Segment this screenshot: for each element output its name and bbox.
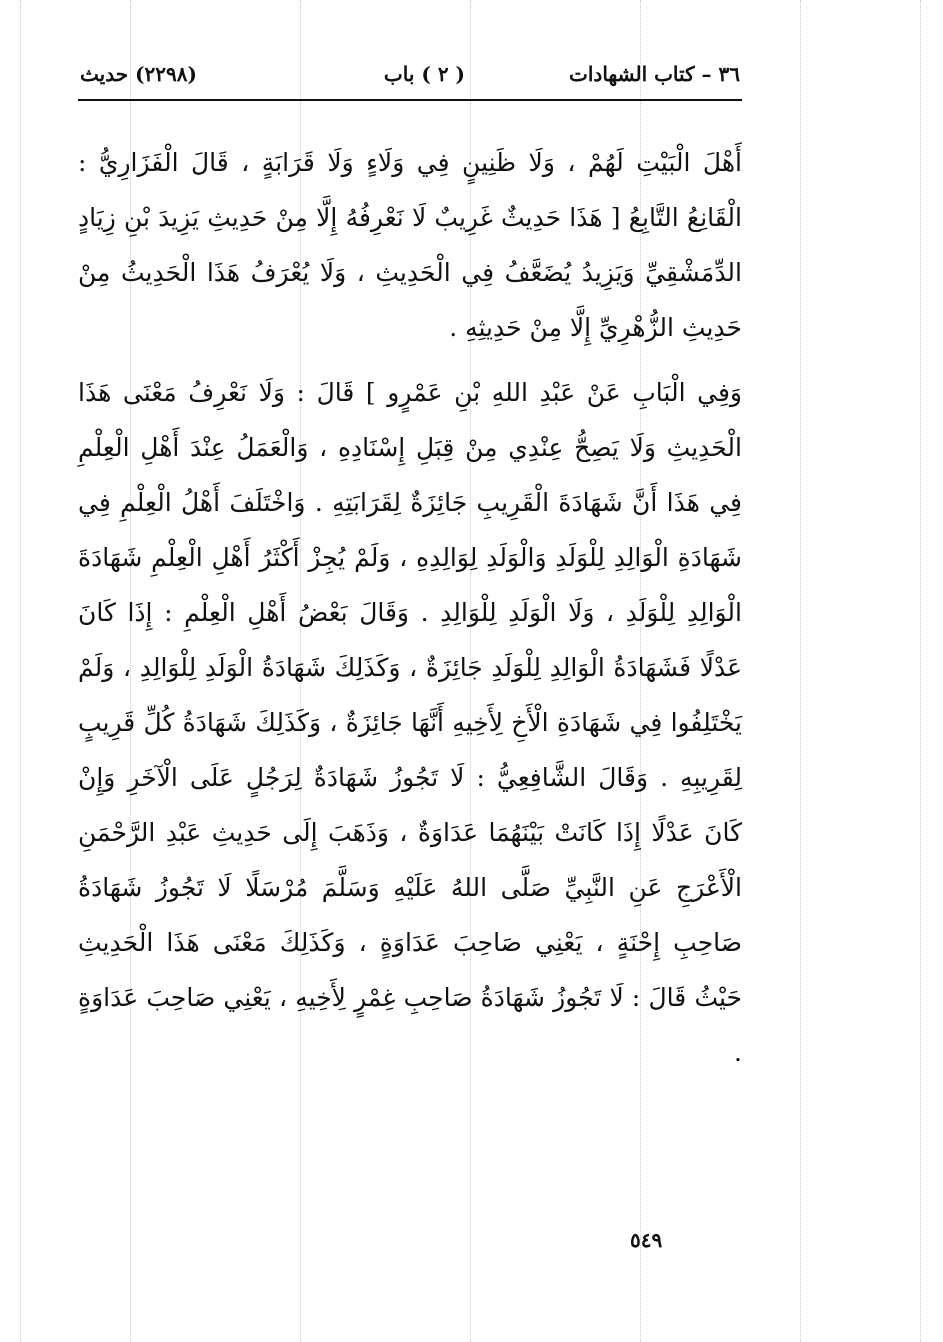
hadith-reference: (٢٢٩٨) حديث xyxy=(80,62,197,86)
running-header xyxy=(80,58,740,94)
scan-artifact-line xyxy=(800,0,801,1342)
main-text xyxy=(78,135,742,1080)
paragraph: وَفِي الْبَابِ عَنْ عَبْدِ اللهِ بْنِ عَمْرٍو ] قَالَ : وَلَا نَعْرِفُ مَعْنَى هَذَا الْحَدِيثِ وَلَا يَصِحُّ عِنْدِي مِنْ قِبَلِ إِسْنَادِهِ ، وَالْعَمَلُ عِنْدَ أَهْلِ الْعِلْمِ فِي هَذَا أَنَّ شَهَادَةَ الْقَرِيبِ جَائِزَةٌ لِقَرَابَتِهِ . وَاخْتَلَفَ أَهْلُ الْعِلْمِ فِي شَهَادَةِ الْوَالِدِ لِلْوَلَدِ وَالْوَلَدِ لِوَالِدِهِ ، وَلَمْ يُجِزْ أَكْثَرُ أَهْلِ الْعِلْمِ شَهَادَةَ الْوَالِدِ لِلْوَلَدِ ، وَلَا الْوَلَدِ لِلْوَالِدِ . وَقَالَ بَعْضُ أَهْلِ الْعِلْمِ : إِذَا كَانَ عَدْلًا فَشَهَادَةُ الْوَالِدِ لِلْوَلَدِ جَائِزَةٌ ، وَكَذَلِكَ شَهَادَةُ الْوَلَدِ لِلْوَالِدِ ، وَلَمْ يَخْتَلِفُوا فِي شَهَادَةِ الْأَخِ لِأَخِيهِ أَنَّهَا جَائِزَةٌ ، وَكَذَلِكَ شَهَادَةُ كُلِّ قَرِيبٍ لِقَرِيبِهِ . وَقَالَ الشَّافِعِيُّ : لَا تَجُوزُ شَهَادَةٌ لِرَجُلٍ عَلَى الْآخَرِ وَإِنْ كَانَ عَدْلًا إِذَا كَانَتْ بَيْنَهُمَا عَدَاوَةٌ ، وَذَهَبَ إِلَى حَدِيثِ عَبْدِ الرَّحْمَنِ الْأَعْرَجِ عَنِ النَّبِيِّ صَلَّى اللهُ عَلَيْهِ وَسَلَّمَ مُرْسَلًا لَا تَجُوزُ شَهَادَةُ صَاحِبِ إِحْنَةٍ ، يَعْنِي صَاحِبَ عَدَاوَةٍ ، وَكَذَلِكَ مَعْنَى هَذَا الْحَدِيثِ حَيْثُ قَالَ : لَا تَجُوزُ شَهَادَةُ صَاحِبِ غِمْرٍ لِأَخِيهِ ، يَعْنِي صَاحِبَ عَدَاوَةٍ . xyxy=(78,378,742,1067)
chapter-label: ( ٢ ) باب xyxy=(383,62,465,86)
page-number: ٥٤٩ xyxy=(630,1228,663,1252)
paragraph: أَهْلَ الْبَيْتِ لَهُمْ ، وَلَا ظَنِينٍ فِي وَلَاءٍ وَلَا قَرَابَةٍ ، قَالَ الْفَزَارِيُّ : الْقَانِعُ التَّابِعُ [ هَذَا حَدِيثٌ غَرِيبٌ لَا نَعْرِفُهُ إِلَّا مِنْ حَدِيثِ يَزِيدَ بْنِ زِيَادٍ الدِّمَشْقِيِّ وَيَزِيدُ يُضَعَّفُ فِي الْحَدِيثِ ، وَلَا يُعْرَفُ هَذَا الْحَدِيثُ مِنْ حَدِيثِ الزُّهْرِيِّ إِلَّا مِنْ حَدِيثِهِ . xyxy=(78,148,742,342)
scan-artifact-line xyxy=(20,0,21,1342)
scan-artifact-line xyxy=(920,0,921,1342)
book-title: ٣٦ – كتاب الشهادات xyxy=(569,62,740,86)
header-divider xyxy=(78,99,742,101)
